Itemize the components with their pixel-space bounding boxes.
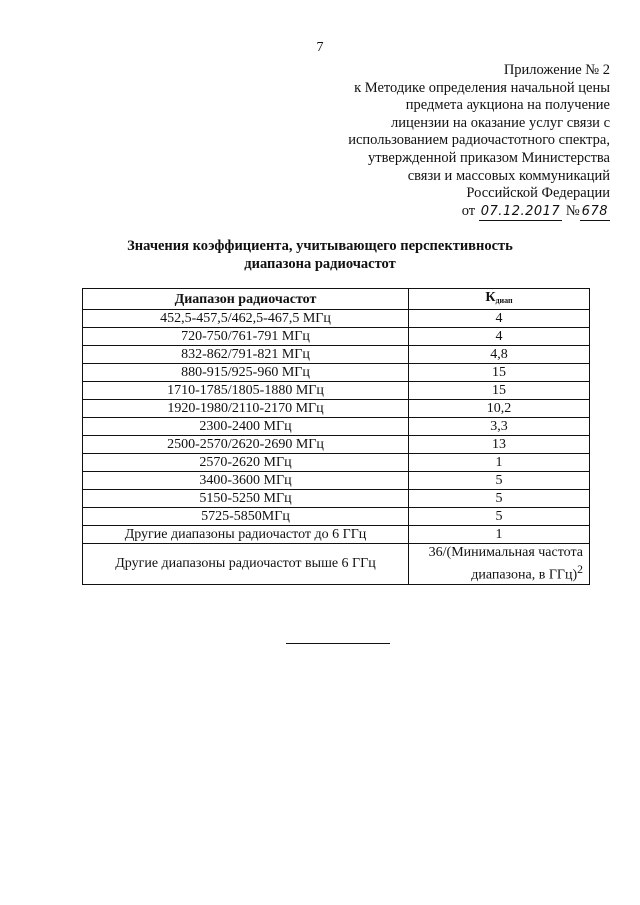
document-title — [0, 237, 640, 273]
formula-cell — [409, 544, 590, 585]
value-cell: 15 — [409, 382, 590, 400]
date-prefix: от — [461, 202, 476, 219]
header-range: Диапазон радиочастот — [83, 289, 409, 310]
bottom-divider — [286, 643, 390, 644]
appendix-line: использованием радиочастотного спектра, — [348, 132, 610, 149]
value-cell: 10,2 — [409, 400, 590, 418]
coefficient-table — [82, 288, 590, 585]
appendix-block — [290, 62, 610, 221]
range-cell: 5725-5850МГц — [83, 508, 409, 526]
appendix-line: связи и массовых коммуникаций — [407, 167, 610, 184]
value-cell: 13 — [409, 436, 590, 454]
table-row — [83, 310, 590, 328]
table-row — [83, 328, 590, 346]
table-row — [83, 526, 590, 544]
formula-line-2 — [413, 561, 583, 584]
range-cell: 5150-5250 МГц — [83, 490, 409, 508]
appendix-line: предмета аукциона на получение — [405, 97, 610, 114]
table-row — [83, 490, 590, 508]
number-prefix: № — [565, 202, 580, 219]
range-cell: Другие диапазоны радиочастот до 6 ГГц — [83, 526, 409, 544]
range-cell: 1710-1785/1805-1880 МГц — [83, 382, 409, 400]
table-row — [83, 508, 590, 526]
table-row — [83, 418, 590, 436]
title-line-1: Значения коэффициента, учитывающего перспективность — [127, 238, 513, 254]
appendix-line: утвержденной приказом Министерства — [368, 149, 610, 166]
appendix-line: лицензии на оказание услуг связи с — [391, 114, 610, 131]
coef-subscript: диап — [495, 296, 513, 305]
order-date: 07.12.2017 — [479, 203, 562, 222]
appendix-line: к Методике определения начальной цены — [354, 79, 610, 96]
value-cell: 15 — [409, 364, 590, 382]
range-cell: 1920-1980/2110-2170 МГц — [83, 400, 409, 418]
formula-text: диапазона, в ГГц) — [471, 567, 578, 583]
formula-line-1: 36/(Минимальная частота — [428, 545, 583, 560]
table-row — [83, 364, 590, 382]
value-cell: 3,3 — [409, 418, 590, 436]
value-cell: 5 — [409, 508, 590, 526]
page-number: 7 — [316, 40, 324, 55]
appendix-line: Российской Федерации — [466, 185, 610, 202]
value-cell: 1 — [409, 526, 590, 544]
appendix-heading: Приложение № 2 — [503, 62, 610, 78]
table-row — [83, 400, 590, 418]
order-number: 678 — [580, 203, 610, 222]
value-cell: 5 — [409, 490, 590, 508]
table-row — [83, 436, 590, 454]
table-row — [83, 454, 590, 472]
title-line-2: диапазона радиочастот — [244, 256, 396, 272]
range-cell: 2300-2400 МГц — [83, 418, 409, 436]
table-row — [83, 346, 590, 364]
table-row — [83, 472, 590, 490]
table-row-last — [83, 544, 590, 585]
header-coefficient — [409, 289, 590, 310]
formula-superscript: 2 — [577, 563, 583, 576]
range-cell: 2570-2620 МГц — [83, 454, 409, 472]
range-cell: 452,5-457,5/462,5-467,5 МГц — [83, 310, 409, 328]
range-cell: 720-750/761-791 МГц — [83, 328, 409, 346]
range-cell: 3400-3600 МГц — [83, 472, 409, 490]
value-cell: 4,8 — [409, 346, 590, 364]
order-date-line — [290, 203, 610, 222]
range-cell: 880-915/925-960 МГц — [83, 364, 409, 382]
table-row — [83, 382, 590, 400]
value-cell: 5 — [409, 472, 590, 490]
range-cell: Другие диапазоны радиочастот выше 6 ГГц — [83, 544, 409, 585]
coef-symbol: К — [485, 290, 496, 305]
value-cell: 1 — [409, 454, 590, 472]
range-cell: 2500-2570/2620-2690 МГц — [83, 436, 409, 454]
range-cell: 832-862/791-821 МГц — [83, 346, 409, 364]
table-header-row — [83, 289, 590, 310]
value-cell: 4 — [409, 328, 590, 346]
value-cell: 4 — [409, 310, 590, 328]
